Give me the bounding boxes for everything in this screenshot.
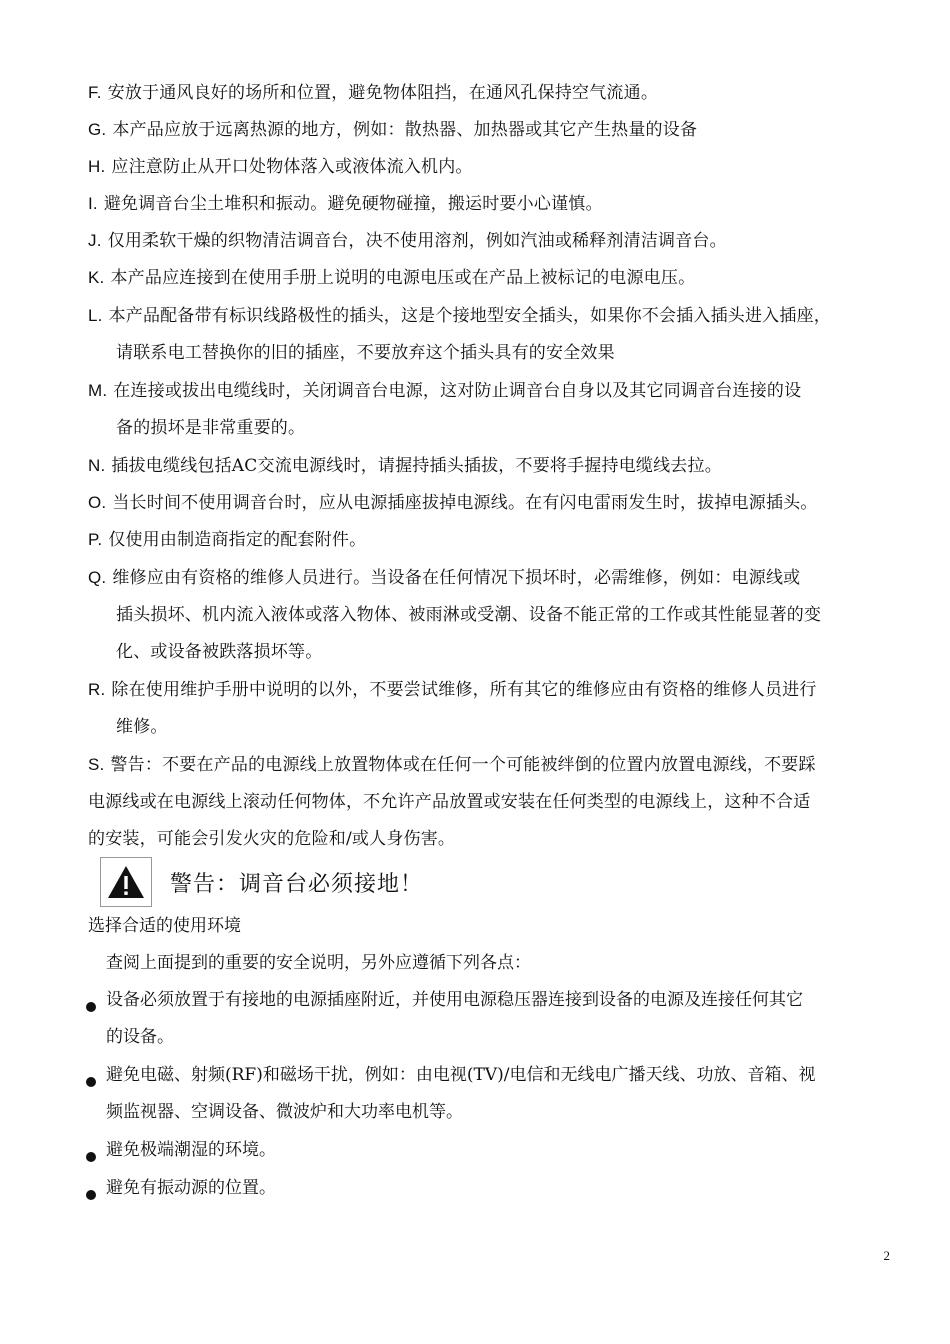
item-g [88, 111, 894, 149]
item-p [88, 521, 894, 559]
bullet-dot-icon [86, 1152, 96, 1162]
item-text: 应注意防止从开口处物体落入或液体流入机内。 [111, 157, 473, 177]
bullet-dot-icon [86, 1190, 96, 1200]
item-k [88, 259, 894, 297]
bullet-dot-icon [86, 1077, 96, 1087]
page-number: 2 [883, 1248, 890, 1263]
item-j [88, 222, 894, 260]
item-text: 本产品应连接到在使用手册上说明的电源电压或在产品上被标记的电源电压。 [110, 268, 696, 288]
item-letter: F. [88, 83, 102, 102]
item-text: 仅使用由制造商指定的配套附件。 [108, 530, 367, 550]
item-q [88, 559, 894, 671]
bullet-item [86, 1132, 894, 1169]
bullet-text: 避免极端潮湿的环境。 [106, 1140, 276, 1160]
item-text: 除在使用维护手册中说明的以外，不要尝试维修，所有其它的维修应由有资格的维修人员进行 [111, 680, 817, 700]
item-text-continued: 备的损坏是非常重要的。 [116, 418, 306, 438]
item-text: 警告：不要在产品的电源线上放置物体或在任何一个可能被绊倒的位置内放置电源线，不要踩 [110, 755, 816, 775]
bullet-text-continued: 的设备。 [106, 1027, 174, 1047]
warning-text: 警告：调音台必须接地！ [170, 871, 424, 897]
item-text-continued: 的安装，可能会引发火灾的危险和/或人身伤害。 [88, 829, 456, 849]
item-letter: H. [88, 157, 106, 176]
item-text-continued: 维修。 [116, 717, 168, 737]
bullet-item [86, 1057, 894, 1131]
item-letter: K. [88, 268, 105, 287]
bullet-item [86, 1170, 894, 1207]
intro-text: 查阅上面提到的重要的安全说明，另外应遵循下列各点： [106, 953, 531, 973]
item-i [88, 185, 894, 223]
item-letter: R. [88, 680, 106, 699]
item-letter: N. [88, 456, 106, 475]
section-title: 选择合适的使用环境 [88, 916, 241, 936]
item-o [88, 484, 894, 522]
item-text: 插拔电缆线包括AC交流电源线时，请握持插头插拔，不要将手握持电缆线去拉。 [111, 456, 722, 476]
item-text: 维修应由有资格的维修人员进行。当设备在任何情况下损坏时，必需维修，例如：电源线或 [112, 568, 801, 588]
item-text: 在连接或拔出电缆线时，关闭调音台电源，这对防止调音台自身以及其它同调音台连接的设 [113, 381, 802, 401]
item-text-continued: 电源线或在电源线上滚动任何物体，不允许产品放置或安装在任何类型的电源线上，这种不合适 [88, 792, 811, 812]
grounding-warning [100, 856, 423, 908]
item-m [88, 372, 894, 447]
item-letter: I. [88, 194, 98, 213]
item-letter: Q. [88, 568, 107, 587]
item-h [88, 148, 894, 186]
item-letter: L. [88, 306, 103, 325]
item-text: 避免调音台尘土堆积和振动。避免硬物碰撞，搬运时要小心谨慎。 [103, 194, 603, 214]
bullet-dot-icon [86, 1002, 96, 1012]
item-letter: J. [88, 231, 102, 250]
item-letter: M. [88, 381, 108, 400]
bullet-text-continued: 频监视器、空调设备、微波炉和大功率电机等。 [106, 1102, 463, 1122]
item-letter: G. [88, 120, 107, 139]
bullet-text: 避免有振动源的位置。 [106, 1178, 276, 1198]
item-letter: S. [88, 755, 105, 774]
item-letter: P. [88, 530, 103, 549]
item-text: 本产品配备带有标识线路极性的插头，这是个接地型安全插头，如果你不会插入插头进入插座， [108, 306, 831, 326]
item-r [88, 671, 894, 746]
item-letter: O. [88, 493, 107, 512]
warning-triangle-icon [100, 857, 152, 907]
item-text: 本产品应放于远离热源的地方，例如：散热器、加热器或其它产生热量的设备 [112, 120, 698, 140]
item-n [88, 447, 894, 485]
item-text: 安放于通风良好的场所和位置，避免物体阻挡，在通风孔保持空气流通。 [107, 83, 659, 103]
bullet-text: 设备必须放置于有接地的电源插座附近，并使用电源稳压器连接到设备的电源及连接任何其它 [106, 990, 803, 1010]
item-text-continued: 请联系电工替换你的旧的插座，不要放弃这个插头具有的安全效果 [116, 343, 615, 363]
bullet-item [86, 982, 894, 1056]
item-text-continued: 化、或设备被跌落损坏等。 [116, 642, 323, 662]
item-l [88, 297, 894, 372]
item-s [88, 746, 894, 858]
item-text-continued: 插头损坏、机内流入液体或落入物体、被雨淋或受潮、设备不能正常的工作或其性能显著的变 [116, 605, 822, 625]
bullet-text: 避免电磁、射频(RF)和磁场干扰，例如：由电视(TV)/电信和无线电广播天线、功放、音箱、视 [106, 1065, 816, 1085]
item-text: 当长时间不使用调音台时，应从电源插座拔掉电源线。在有闪电雷雨发生时，拔掉电源插头。 [112, 493, 818, 513]
item-f [88, 74, 894, 112]
item-text: 仅用柔软干燥的织物清洁调音台，决不使用溶剂，例如汽油或稀释剂清洁调音台。 [107, 231, 727, 251]
